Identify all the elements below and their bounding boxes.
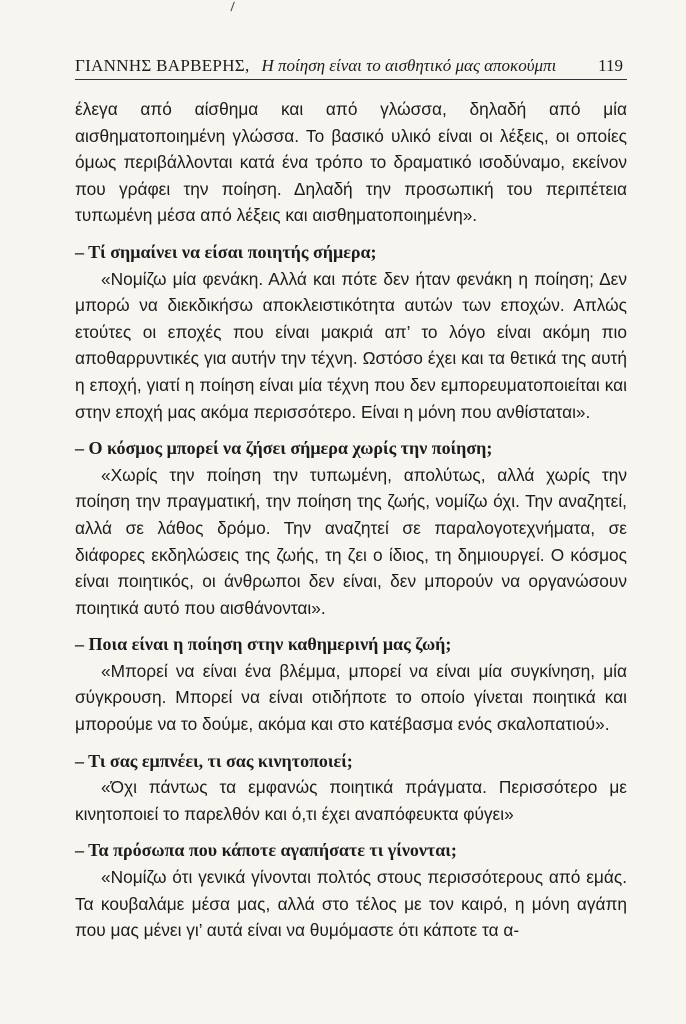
header-author: ΓΙΑΝΝΗΣ ΒΑΡΒΕΡΗΣ, bbox=[75, 56, 250, 75]
page-body bbox=[75, 96, 627, 954]
question-5: – Τα πρόσωπα που κάποτε αγαπήσατε τι γίνονται; bbox=[75, 840, 457, 861]
page-number: 119 bbox=[598, 56, 623, 75]
answer-3: «Μπορεί να είναι ένα βλέμμα, μπορεί να είναι μία συγκίνηση, μία σύγκρουση. Μπορεί να είναι οτιδήποτε το οποίο γίνεται ποιητικά και μπορούμε να το δούμε, ακόμα και στο κατέβασμα ενός σκαλοπατιού». bbox=[75, 660, 627, 735]
question-3: – Ποια είναι η ποίηση στην καθημερινή μας ζωή; bbox=[75, 634, 452, 655]
question-2: – Ο κόσμος μπορεί να ζήσει σήμερα χωρίς την ποίηση; bbox=[75, 438, 493, 459]
intro-paragraph: έλεγα από αίσθημα και από γλώσσα, δηλαδή από μία αισθηματοποιημένη γλώσσα. Το βασικό υλικό είναι οι λέξεις, οι οποίες όμως περιβάλλονται κατά ένα τρόπο το δραματικό ισοδύναμο, εκείνον που γράφει την ποίηση. Δηλαδή την προσωπική του περιπέτεια τυπωμένη μέσα από λέξεις και αισθηματοποιημένη». bbox=[75, 99, 627, 226]
running-header bbox=[75, 56, 627, 80]
question-4: – Τι σας εμπνέει, τι σας κινητοποιεί; bbox=[75, 750, 353, 771]
answer-1: «Νομίζω μία φενάκη. Αλλά και πότε δεν ήταν φενάκη η ποίηση; Δεν μπορώ να διεκδικήσω αποκλειστικότητα αυτών των εποχών. Απλώς ετούτες οι εποχές που είναι μακριά απ’ το λόγο είναι ακόμη πιο αποθαρρυντικές για αυτήν την τέχνη. Ωστόσο έχει και τα θετικά της αυτή η εποχή, γιατί η ποίηση είναι μία τέχνη που δεν εμπορευματοποιείται και στην εποχή μας ακόμα περισσότερο. Είναι η μόνη που ανθίσταται». bbox=[75, 268, 627, 422]
question-1: – Τί σημαίνει να είσαι ποιητής σήμερα; bbox=[75, 241, 377, 262]
answer-5: «Νομίζω ότι γενικά γίνονται πολτός στους περισσότερους από εμάς. Τα κουβαλάμε μέσα μας, αλλά στο τέλος με τον καιρό, η μόνη αγάπη που μας μένει γι’ αυτά είναι να θυμόμαστε ότι κάποτε τα α- bbox=[75, 867, 627, 941]
header-title: Η ποίηση είναι το αισθητικό μας αποκούμπι bbox=[261, 56, 557, 75]
answer-2: «Χωρίς την ποίηση την τυπωμένη, απολύτως, αλλά χωρίς την ποίηση την πραγματική, την ποίηση της ζωής, νομίζω όχι. Την αναζητεί, αλλά σε λάθος δρόμο. Την αναζητεί σε παραλογοτεχνήματα, σε διάφορες εκδηλώσεις της ζωής, τη ζει ο ίδιος, τη δημιουργεί. Ο κόσμος είναι ποιητικός, οι άνθρωποι δεν είναι, δεν μπορούν να οργανώσουν ποιητικά αυτό που αισθάνονται». bbox=[75, 464, 627, 618]
pen-mark bbox=[230, 2, 237, 13]
answer-4: «Όχι πάντως τα εμφανώς ποιητικά πράγματα. Περισσότερο με κινητοποιεί το παρελθόν και ό,τι έχει αναπόφευκτα φύγει» bbox=[75, 777, 627, 824]
